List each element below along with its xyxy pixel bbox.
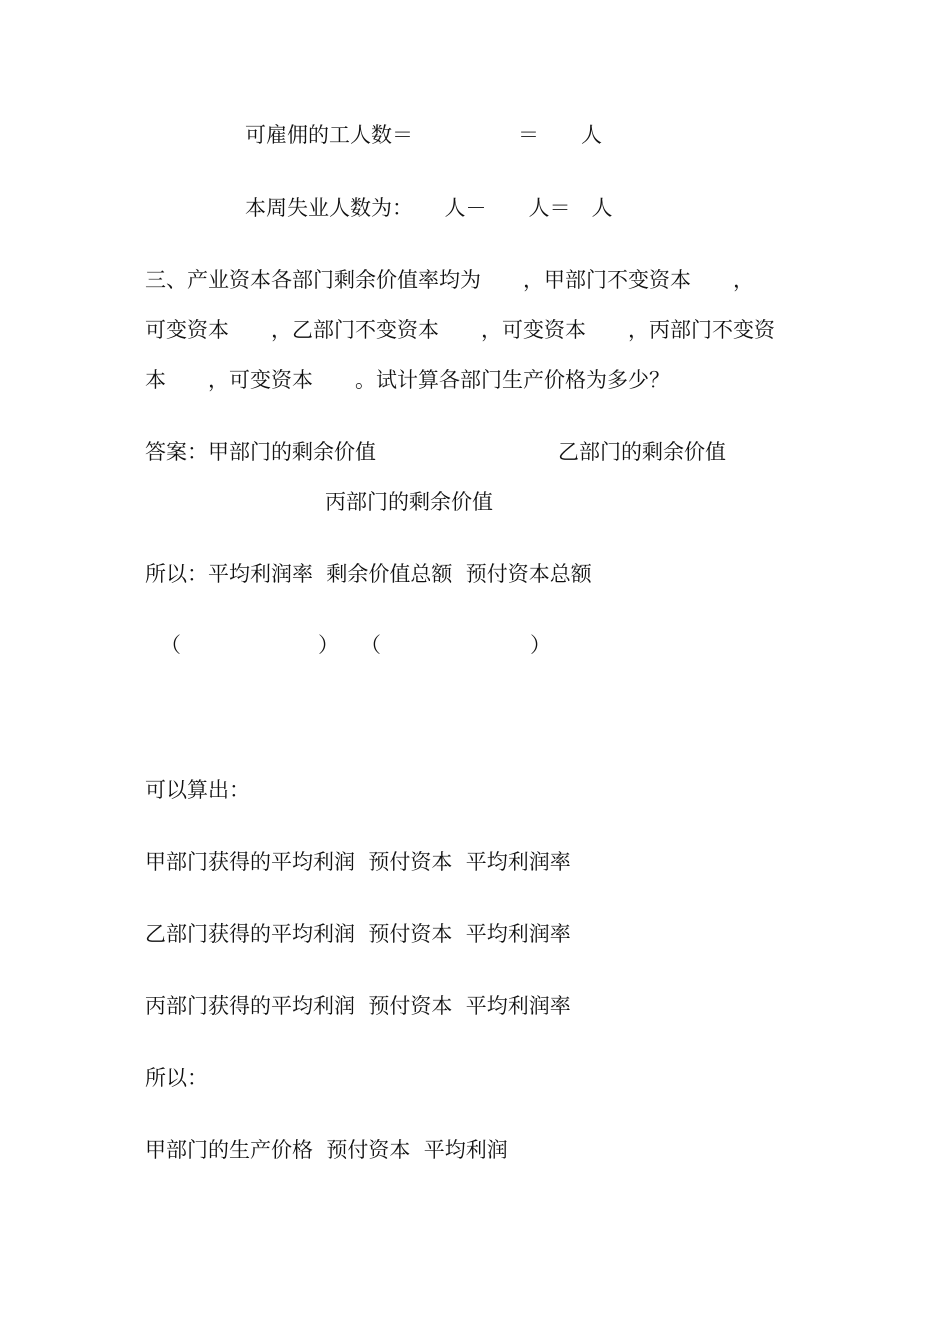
profit-b-line: 乙部门获得的平均利润 预付资本 平均利润率: [145, 922, 571, 946]
profit-c-line: 丙部门获得的平均利润 预付资本 平均利润率: [145, 994, 571, 1018]
answer-surplus-a: 答案：甲部门的剩余价值: [145, 440, 376, 464]
problem-3-line-2: 可变资本 ，乙部门不变资本 ，可变资本 ，丙部门不变资: [145, 318, 775, 342]
paren-open-2: （: [360, 633, 381, 657]
answer-surplus-c: 丙部门的剩余价值: [325, 490, 493, 514]
problem-3-line-1: 三、产业资本各部门剩余价值率均为 ，甲部门不变资本 ，: [145, 268, 754, 292]
price-a-line: 甲部门的生产价格 预付资本 平均利润: [145, 1138, 508, 1162]
profit-a-line: 甲部门获得的平均利润 预付资本 平均利润率: [145, 850, 571, 874]
paren-close-1: ）: [318, 633, 339, 657]
workers-hired-line: 可雇佣的工人数＝ ＝ 人: [245, 123, 602, 147]
can-compute-line: 可以算出：: [145, 778, 250, 802]
answer-surplus-b: 乙部门的剩余价值: [558, 440, 726, 464]
therefore-line: 所以：: [145, 1066, 208, 1090]
problem-3-line-3: 本 ，可变资本 。试计算各部门生产价格为多少？: [145, 368, 670, 392]
average-profit-rate-line: 所以：平均利润率 剩余价值总额 预付资本总额: [145, 562, 592, 586]
paren-open-1: （: [160, 633, 181, 657]
paren-close-2: ）: [530, 633, 551, 657]
unemployed-line: 本周失业人数为： 人－ 人＝ 人: [245, 196, 613, 220]
